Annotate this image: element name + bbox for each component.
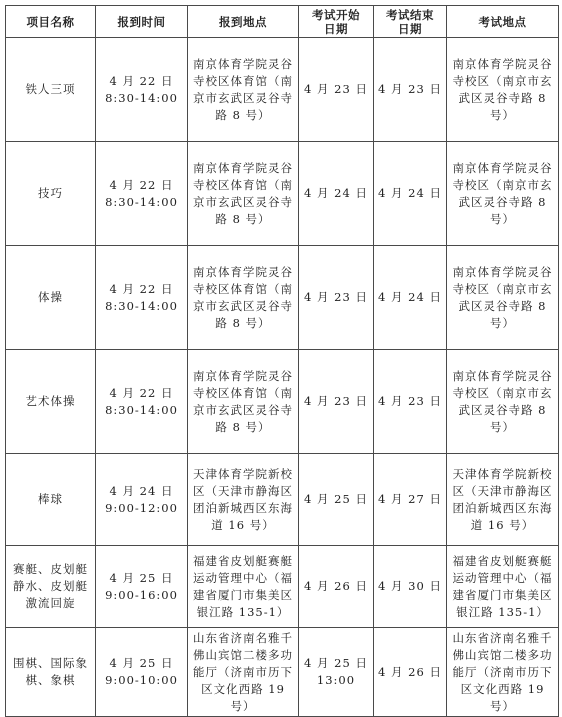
exam-schedule-table <box>5 5 559 717</box>
report-place-cell: 天津体育学院新校区（天津市静海区团泊新城西区东海道 16 号） <box>188 454 299 546</box>
table-row <box>6 628 559 717</box>
report-place-cell: 南京体育学院灵谷寺校区体育馆（南京市玄武区灵谷寺路 8 号） <box>188 350 299 454</box>
report-time-cell: 4 月 25 日 9:00-16:00 <box>96 546 188 628</box>
end-date-cell: 4 月 24 日 <box>374 142 447 246</box>
header-exam-place: 考试地点 <box>447 6 559 38</box>
report-time-cell: 4 月 24 日 9:00-12:00 <box>96 454 188 546</box>
report-place-cell: 南京体育学院灵谷寺校区体育馆（南京市玄武区灵谷寺路 8 号） <box>188 38 299 142</box>
table-row <box>6 546 559 628</box>
end-date-cell: 4 月 23 日 <box>374 38 447 142</box>
start-date-cell: 4 月 23 日 <box>299 246 374 350</box>
table-row <box>6 454 559 546</box>
exam-place-cell: 山东省济南名雅千佛山宾馆二楼多功能厅（济南市历下区文化西路 19 号） <box>447 628 559 717</box>
report-time-cell: 4 月 22 日 8:30-14:00 <box>96 350 188 454</box>
end-date-cell: 4 月 30 日 <box>374 546 447 628</box>
header-end-date: 考试结束 日期 <box>374 6 447 38</box>
report-place-cell: 山东省济南名雅千佛山宾馆二楼多功能厅（济南市历下区文化西路 19 号） <box>188 628 299 717</box>
exam-place-cell: 南京体育学院灵谷寺校区（南京市玄武区灵谷寺路 8 号） <box>447 246 559 350</box>
start-date-cell: 4 月 25 日 <box>299 454 374 546</box>
project-cell: 技巧 <box>6 142 96 246</box>
table-row <box>6 142 559 246</box>
start-date-cell: 4 月 26 日 <box>299 546 374 628</box>
start-date-cell: 4 月 23 日 <box>299 38 374 142</box>
project-cell: 艺术体操 <box>6 350 96 454</box>
start-date-cell: 4 月 23 日 <box>299 350 374 454</box>
report-place-cell: 南京体育学院灵谷寺校区体育馆（南京市玄武区灵谷寺路 8 号） <box>188 246 299 350</box>
report-place-cell: 福建省皮划艇赛艇运动管理中心（福建省厦门市集美区银江路 135-1） <box>188 546 299 628</box>
end-date-cell: 4 月 23 日 <box>374 350 447 454</box>
end-date-cell: 4 月 27 日 <box>374 454 447 546</box>
report-time-cell: 4 月 25 日 9:00-10:00 <box>96 628 188 717</box>
table-row <box>6 246 559 350</box>
header-report-place: 报到地点 <box>188 6 299 38</box>
start-date-cell: 4 月 24 日 <box>299 142 374 246</box>
header-project: 项目名称 <box>6 6 96 38</box>
end-date-cell: 4 月 24 日 <box>374 246 447 350</box>
report-time-cell: 4 月 22 日 8:30-14:00 <box>96 142 188 246</box>
report-time-cell: 4 月 22 日 8:30-14:00 <box>96 38 188 142</box>
table-row <box>6 38 559 142</box>
exam-place-cell: 南京体育学院灵谷寺校区（南京市玄武区灵谷寺路 8 号） <box>447 38 559 142</box>
exam-place-cell: 南京体育学院灵谷寺校区（南京市玄武区灵谷寺路 8 号） <box>447 142 559 246</box>
project-cell: 棒球 <box>6 454 96 546</box>
exam-place-cell: 南京体育学院灵谷寺校区（南京市玄武区灵谷寺路 8 号） <box>447 350 559 454</box>
start-date-cell: 4 月 25 日 13:00 <box>299 628 374 717</box>
exam-place-cell: 福建省皮划艇赛艇运动管理中心（福建省厦门市集美区银江路 135-1） <box>447 546 559 628</box>
header-start-date: 考试开始 日期 <box>299 6 374 38</box>
end-date-cell: 4 月 26 日 <box>374 628 447 717</box>
header-report-time: 报到时间 <box>96 6 188 38</box>
report-place-cell: 南京体育学院灵谷寺校区体育馆（南京市玄武区灵谷寺路 8 号） <box>188 142 299 246</box>
project-cell: 体操 <box>6 246 96 350</box>
header-row <box>6 6 559 38</box>
project-cell: 围棋、国际象 棋、象棋 <box>6 628 96 717</box>
table-row <box>6 350 559 454</box>
project-cell: 铁人三项 <box>6 38 96 142</box>
report-time-cell: 4 月 22 日 8:30-14:00 <box>96 246 188 350</box>
exam-place-cell: 天津体育学院新校区（天津市静海区团泊新城西区东海道 16 号） <box>447 454 559 546</box>
project-cell: 赛艇、皮划艇 静水、皮划艇 激流回旋 <box>6 546 96 628</box>
